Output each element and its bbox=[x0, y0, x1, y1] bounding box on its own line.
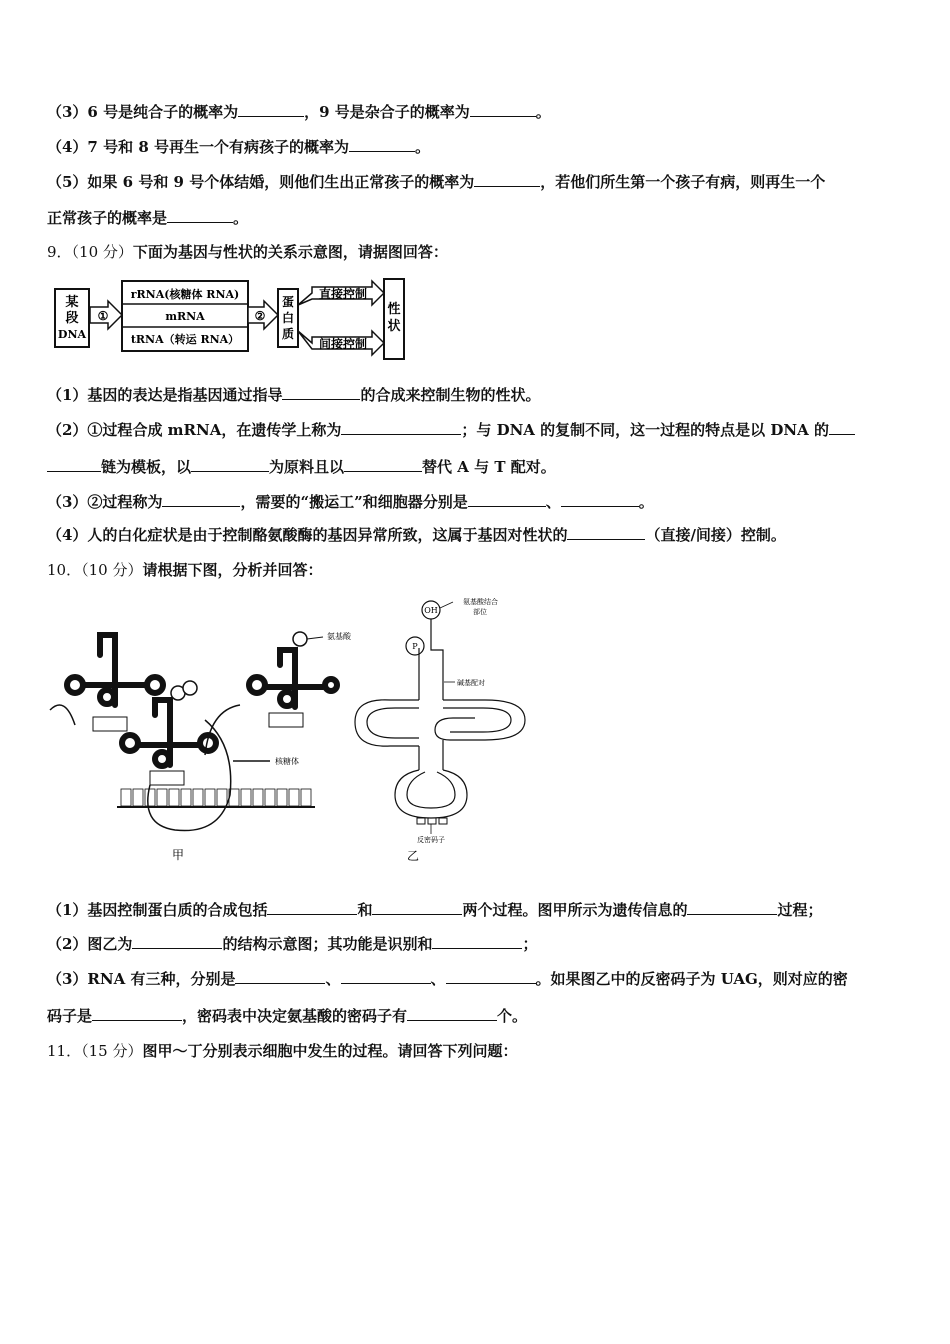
q9-part1: （1）基因的表达是指基因通过指导 的合成来控制生物的性状。 bbox=[47, 386, 541, 404]
indirect-control-label: 间接控制 bbox=[318, 337, 368, 351]
answer-blank[interactable] bbox=[344, 457, 422, 472]
base-pairing-label: 碱基配对 bbox=[457, 679, 485, 687]
answer-blank[interactable] bbox=[282, 385, 360, 400]
answer-blank[interactable] bbox=[829, 420, 855, 435]
answer-blank[interactable] bbox=[191, 457, 269, 472]
answer-blank[interactable] bbox=[341, 420, 461, 435]
amino-acid-label: 氨基酸 bbox=[327, 632, 351, 641]
dna-label: 某 bbox=[65, 295, 79, 310]
answer-blank[interactable] bbox=[407, 1006, 497, 1021]
answer-blank[interactable] bbox=[567, 525, 645, 540]
q9-part3: （3）②过程称为 ，需要的“搬运工”和细胞器分别是 、 。 bbox=[47, 493, 654, 511]
answer-blank[interactable] bbox=[167, 208, 233, 223]
rrna-label: rRNA(核糖体 RNA) bbox=[130, 288, 240, 301]
answer-blank[interactable] bbox=[470, 102, 536, 117]
step2-label: ② bbox=[254, 309, 266, 323]
gene-trait-diagram bbox=[50, 275, 410, 365]
answer-blank[interactable] bbox=[561, 492, 639, 507]
protein-label: 蛋 bbox=[281, 295, 295, 309]
answer-blank[interactable] bbox=[468, 492, 546, 507]
trait-label: 状 bbox=[387, 319, 401, 334]
q8-part5-cont: 正常孩子的概率是 。 bbox=[47, 209, 249, 227]
q10-part2: （2）图乙为 的结构示意图；其功能是识别和 ； bbox=[47, 935, 538, 953]
mrna-label: mRNA bbox=[165, 310, 205, 323]
q9-part2-cont: 链为模板，以 为原料且以 替代 A 与 T 配对。 bbox=[47, 457, 556, 477]
trna-left-icon bbox=[67, 635, 163, 705]
ribosome-label: 核糖体 bbox=[275, 757, 299, 766]
ribosome-icon bbox=[148, 720, 231, 831]
q9-part2: （2）①过程合成 mRNA，在遗传学上称为 ；与 DNA 的复制不同，这一过程的特点是以 DNA 的 bbox=[47, 420, 855, 440]
q10-part1: （1）基因控制蛋白质的合成包括 和 两个过程。图甲所示为遗传信息的 过程； bbox=[47, 901, 823, 919]
aa-site-label: 氨基酸结合 bbox=[463, 598, 498, 606]
answer-blank[interactable] bbox=[162, 492, 240, 507]
amino-acid-icon bbox=[183, 681, 197, 695]
step1-label: ① bbox=[97, 309, 109, 323]
direct-control-label: 直接控制 bbox=[318, 287, 368, 301]
answer-blank[interactable] bbox=[132, 934, 222, 949]
trait-label: 性 bbox=[387, 302, 401, 317]
dna-label: DNA bbox=[57, 328, 87, 341]
answer-blank[interactable] bbox=[446, 969, 536, 984]
p-label: P bbox=[412, 642, 418, 651]
dna-label: 段 bbox=[65, 311, 79, 326]
q10-heading: 10．（10 分）请根据下图，分析并回答： bbox=[47, 561, 323, 579]
trna-middle-icon bbox=[122, 700, 216, 766]
protein-label: 白 bbox=[281, 311, 295, 325]
q9-heading: 9．（10 分）下面为基因与性状的关系示意图，请据图回答： bbox=[47, 243, 448, 261]
q10-part3: （3）RNA 有三种，分别是 、 、 。如果图乙中的反密码子为 UAG，则对应的密 bbox=[47, 970, 848, 988]
answer-blank[interactable] bbox=[267, 900, 357, 915]
oh-label: OH bbox=[424, 606, 438, 615]
answer-blank[interactable] bbox=[349, 137, 415, 152]
q10-part3-cont: 码子是 ，密码表中决定氨基酸的密码子有 个。 bbox=[47, 1007, 528, 1025]
answer-blank[interactable] bbox=[687, 900, 777, 915]
answer-blank[interactable] bbox=[92, 1006, 182, 1021]
protein-label: 质 bbox=[281, 327, 295, 341]
answer-blank[interactable] bbox=[235, 969, 325, 984]
trna-right-icon bbox=[249, 650, 337, 707]
figure-jia-translation bbox=[45, 625, 351, 870]
answer-blank[interactable] bbox=[47, 457, 101, 472]
trna-label: tRNA（转运 RNA） bbox=[130, 333, 240, 346]
q8-part3: （3）6 号是纯合子的概率为 ，9 号是杂合子的概率为 。 bbox=[47, 103, 551, 121]
answer-blank[interactable] bbox=[341, 969, 431, 984]
answer-blank[interactable] bbox=[474, 172, 540, 187]
figure-yi-caption: 乙 bbox=[406, 849, 420, 863]
answer-blank[interactable] bbox=[432, 934, 522, 949]
q9-part4: （4）人的白化症状是由于控制酪氨酸酶的基因异常所致，这属于基因对性状的 （直接/间接）控制。 bbox=[47, 526, 786, 544]
figure-jia-caption: 甲 bbox=[171, 848, 185, 862]
q11-heading: 11．（15 分）图甲～丁分别表示细胞中发生的过程。请回答下列问题： bbox=[47, 1042, 518, 1060]
amino-acid-icon bbox=[293, 632, 307, 646]
answer-blank[interactable] bbox=[238, 102, 304, 117]
trna-structure-icon bbox=[355, 601, 525, 818]
answer-blank[interactable] bbox=[372, 900, 462, 915]
anticodon-label: 反密码子 bbox=[417, 836, 445, 844]
q8-part4: （4）7 号和 8 号再生一个有病孩子的概率为 。 bbox=[47, 138, 430, 156]
q8-part5: （5）如果 6 号和 9 号个体结婚，则他们生出正常孩子的概率为 ，若他们所生第一个孩子有病，则再生一个 bbox=[47, 173, 826, 191]
aa-site-label: 部位 bbox=[473, 608, 487, 616]
figure-yi-trna-structure bbox=[335, 590, 535, 870]
